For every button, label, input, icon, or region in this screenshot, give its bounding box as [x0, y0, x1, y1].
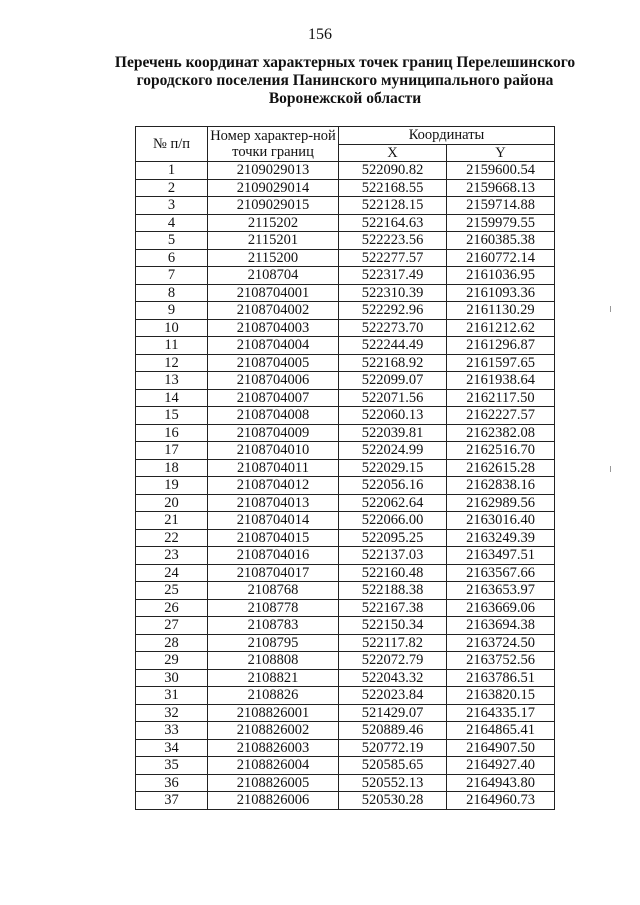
cell-y: 2163497.51	[447, 547, 555, 565]
cell-y: 2163016.40	[447, 512, 555, 530]
cell-y: 2163820.15	[447, 687, 555, 705]
page-number: 156	[308, 26, 332, 43]
cell-y: 2162117.50	[447, 389, 555, 407]
cell-point-id: 2109029015	[208, 197, 339, 215]
cell-point-id: 2108704002	[208, 302, 339, 320]
table-row	[136, 162, 555, 180]
cell-y: 2163567.66	[447, 564, 555, 582]
table-row	[136, 599, 555, 617]
cell-point-id: 2108704014	[208, 512, 339, 530]
cell-row-number: 2	[136, 179, 208, 197]
table-row	[136, 179, 555, 197]
table-row	[136, 477, 555, 495]
cell-row-number: 29	[136, 652, 208, 670]
cell-point-id: 2108704005	[208, 354, 339, 372]
cell-y: 2163669.06	[447, 599, 555, 617]
cell-point-id: 2108778	[208, 599, 339, 617]
cell-x: 522043.32	[339, 669, 447, 687]
table-row	[136, 547, 555, 565]
table-row	[136, 442, 555, 460]
table-row	[136, 319, 555, 337]
cell-x: 522029.15	[339, 459, 447, 477]
document-title	[110, 54, 580, 108]
cell-y: 2164960.73	[447, 792, 555, 810]
cell-point-id: 2108704006	[208, 372, 339, 390]
cell-x: 522244.49	[339, 337, 447, 355]
cell-y: 2163653.97	[447, 582, 555, 600]
cell-y: 2164927.40	[447, 757, 555, 775]
title-line-2: городского поселения Панинского муниципального района	[136, 72, 554, 89]
table-row	[136, 704, 555, 722]
cell-row-number: 19	[136, 477, 208, 495]
cell-x: 521429.07	[339, 704, 447, 722]
cell-point-id: 2108783	[208, 617, 339, 635]
cell-y: 2164943.80	[447, 774, 555, 792]
cell-y: 2161212.62	[447, 319, 555, 337]
cell-row-number: 18	[136, 459, 208, 477]
cell-point-id: 2108704	[208, 267, 339, 285]
cell-x: 522160.48	[339, 564, 447, 582]
cell-x: 522090.82	[339, 162, 447, 180]
cell-x: 522056.16	[339, 477, 447, 495]
table-row	[136, 407, 555, 425]
cell-y: 2163694.38	[447, 617, 555, 635]
cell-row-number: 5	[136, 232, 208, 250]
cell-point-id: 2108826003	[208, 739, 339, 757]
cell-y: 2161938.64	[447, 372, 555, 390]
cell-y: 2161296.87	[447, 337, 555, 355]
cell-point-id: 2108826	[208, 687, 339, 705]
cell-point-id: 2108704010	[208, 442, 339, 460]
cell-x: 520530.28	[339, 792, 447, 810]
table-row	[136, 337, 555, 355]
cell-row-number: 24	[136, 564, 208, 582]
cell-point-id: 2108808	[208, 652, 339, 670]
cell-point-id: 2108704011	[208, 459, 339, 477]
cell-point-id: 2108826001	[208, 704, 339, 722]
cell-point-id: 2108704008	[208, 407, 339, 425]
cell-point-id: 2109029013	[208, 162, 339, 180]
cell-y: 2159600.54	[447, 162, 555, 180]
cell-x: 522317.49	[339, 267, 447, 285]
header-coordinates: Координаты	[339, 127, 555, 145]
cell-y: 2162382.08	[447, 424, 555, 442]
cell-y: 2163786.51	[447, 669, 555, 687]
cell-row-number: 3	[136, 197, 208, 215]
table-row	[136, 284, 555, 302]
cell-x: 522164.63	[339, 214, 447, 232]
cell-x: 522039.81	[339, 424, 447, 442]
cell-row-number: 28	[136, 634, 208, 652]
cell-x: 522117.82	[339, 634, 447, 652]
cell-point-id: 2108795	[208, 634, 339, 652]
cell-row-number: 25	[136, 582, 208, 600]
cell-y: 2163752.56	[447, 652, 555, 670]
table-row	[136, 249, 555, 267]
cell-point-id: 2109029014	[208, 179, 339, 197]
title-line-1: Перечень координат характерных точек границ Перелешинского	[114, 54, 576, 71]
table-row	[136, 214, 555, 232]
coordinates-table	[135, 126, 555, 810]
cell-y: 2163724.50	[447, 634, 555, 652]
cell-x: 522066.00	[339, 512, 447, 530]
table-row	[136, 424, 555, 442]
table-row	[136, 389, 555, 407]
cell-x: 522223.56	[339, 232, 447, 250]
cell-x: 520889.46	[339, 722, 447, 740]
cell-x: 522150.34	[339, 617, 447, 635]
table-row	[136, 512, 555, 530]
cell-x: 522023.84	[339, 687, 447, 705]
table-row	[136, 792, 555, 810]
cell-x: 522072.79	[339, 652, 447, 670]
cell-row-number: 37	[136, 792, 208, 810]
cell-y: 2159668.13	[447, 179, 555, 197]
cell-x: 520585.65	[339, 757, 447, 775]
cell-point-id: 2108826005	[208, 774, 339, 792]
cell-x: 522099.07	[339, 372, 447, 390]
cell-point-id: 2108821	[208, 669, 339, 687]
table-row	[136, 494, 555, 512]
cell-point-id: 2108704007	[208, 389, 339, 407]
table-row	[136, 617, 555, 635]
cell-point-id: 2108768	[208, 582, 339, 600]
cell-point-id: 2108704001	[208, 284, 339, 302]
table-row	[136, 459, 555, 477]
header-point-number: Номер характер-ной точки границ	[208, 127, 339, 162]
table-row	[136, 582, 555, 600]
cell-x: 520552.13	[339, 774, 447, 792]
cell-x: 522292.96	[339, 302, 447, 320]
cell-row-number: 36	[136, 774, 208, 792]
table-row	[136, 372, 555, 390]
cell-row-number: 27	[136, 617, 208, 635]
cell-x: 522137.03	[339, 547, 447, 565]
cell-point-id: 2108826004	[208, 757, 339, 775]
cell-y: 2161597.65	[447, 354, 555, 372]
scan-mark	[610, 466, 611, 472]
cell-y: 2160385.38	[447, 232, 555, 250]
table-row	[136, 267, 555, 285]
cell-row-number: 14	[136, 389, 208, 407]
table-row	[136, 302, 555, 320]
cell-row-number: 34	[136, 739, 208, 757]
cell-y: 2162516.70	[447, 442, 555, 460]
cell-point-id: 2108704009	[208, 424, 339, 442]
cell-row-number: 20	[136, 494, 208, 512]
cell-point-id: 2115201	[208, 232, 339, 250]
cell-y: 2162227.57	[447, 407, 555, 425]
cell-row-number: 26	[136, 599, 208, 617]
cell-x: 522310.39	[339, 284, 447, 302]
cell-point-id: 2108826002	[208, 722, 339, 740]
cell-x: 522071.56	[339, 389, 447, 407]
cell-y: 2161036.95	[447, 267, 555, 285]
cell-x: 522167.38	[339, 599, 447, 617]
cell-x: 522095.25	[339, 529, 447, 547]
table-row	[136, 652, 555, 670]
cell-x: 522062.64	[339, 494, 447, 512]
cell-point-id: 2108704003	[208, 319, 339, 337]
cell-x: 522273.70	[339, 319, 447, 337]
table-row	[136, 722, 555, 740]
cell-point-id: 2108704016	[208, 547, 339, 565]
cell-row-number: 22	[136, 529, 208, 547]
table-row	[136, 757, 555, 775]
cell-point-id: 2108826006	[208, 792, 339, 810]
cell-row-number: 8	[136, 284, 208, 302]
table-row	[136, 774, 555, 792]
cell-x: 522188.38	[339, 582, 447, 600]
cell-y: 2159979.55	[447, 214, 555, 232]
cell-row-number: 7	[136, 267, 208, 285]
cell-y: 2162838.16	[447, 477, 555, 495]
table-row	[136, 687, 555, 705]
cell-x: 522168.55	[339, 179, 447, 197]
cell-row-number: 31	[136, 687, 208, 705]
cell-y: 2162989.56	[447, 494, 555, 512]
header-number: № п/п	[136, 127, 208, 162]
cell-point-id: 2115200	[208, 249, 339, 267]
cell-row-number: 32	[136, 704, 208, 722]
cell-row-number: 23	[136, 547, 208, 565]
cell-row-number: 21	[136, 512, 208, 530]
cell-y: 2161130.29	[447, 302, 555, 320]
cell-row-number: 6	[136, 249, 208, 267]
cell-x: 522060.13	[339, 407, 447, 425]
cell-row-number: 9	[136, 302, 208, 320]
header-y: Y	[447, 144, 555, 162]
cell-point-id: 2115202	[208, 214, 339, 232]
cell-row-number: 15	[136, 407, 208, 425]
cell-row-number: 17	[136, 442, 208, 460]
cell-x: 522168.92	[339, 354, 447, 372]
table-row	[136, 197, 555, 215]
cell-x: 522277.57	[339, 249, 447, 267]
cell-point-id: 2108704017	[208, 564, 339, 582]
cell-y: 2164865.41	[447, 722, 555, 740]
cell-row-number: 1	[136, 162, 208, 180]
cell-y: 2159714.88	[447, 197, 555, 215]
header-x: X	[339, 144, 447, 162]
cell-row-number: 16	[136, 424, 208, 442]
table-row	[136, 739, 555, 757]
cell-y: 2161093.36	[447, 284, 555, 302]
table-row	[136, 529, 555, 547]
cell-y: 2162615.28	[447, 459, 555, 477]
cell-x: 522128.15	[339, 197, 447, 215]
cell-row-number: 35	[136, 757, 208, 775]
cell-x: 522024.99	[339, 442, 447, 460]
cell-row-number: 30	[136, 669, 208, 687]
cell-row-number: 33	[136, 722, 208, 740]
cell-point-id: 2108704012	[208, 477, 339, 495]
cell-row-number: 13	[136, 372, 208, 390]
table-body	[136, 162, 555, 810]
table-row	[136, 232, 555, 250]
table-row	[136, 634, 555, 652]
cell-row-number: 11	[136, 337, 208, 355]
cell-point-id: 2108704004	[208, 337, 339, 355]
table-row	[136, 354, 555, 372]
cell-row-number: 12	[136, 354, 208, 372]
cell-point-id: 2108704013	[208, 494, 339, 512]
table-row	[136, 564, 555, 582]
cell-y: 2164907.50	[447, 739, 555, 757]
cell-y: 2163249.39	[447, 529, 555, 547]
title-line-3: Воронежской области	[268, 90, 422, 107]
cell-row-number: 10	[136, 319, 208, 337]
cell-point-id: 2108704015	[208, 529, 339, 547]
scan-mark	[610, 306, 611, 312]
cell-y: 2164335.17	[447, 704, 555, 722]
cell-row-number: 4	[136, 214, 208, 232]
table-header	[136, 127, 555, 162]
table-row	[136, 669, 555, 687]
cell-y: 2160772.14	[447, 249, 555, 267]
cell-x: 520772.19	[339, 739, 447, 757]
